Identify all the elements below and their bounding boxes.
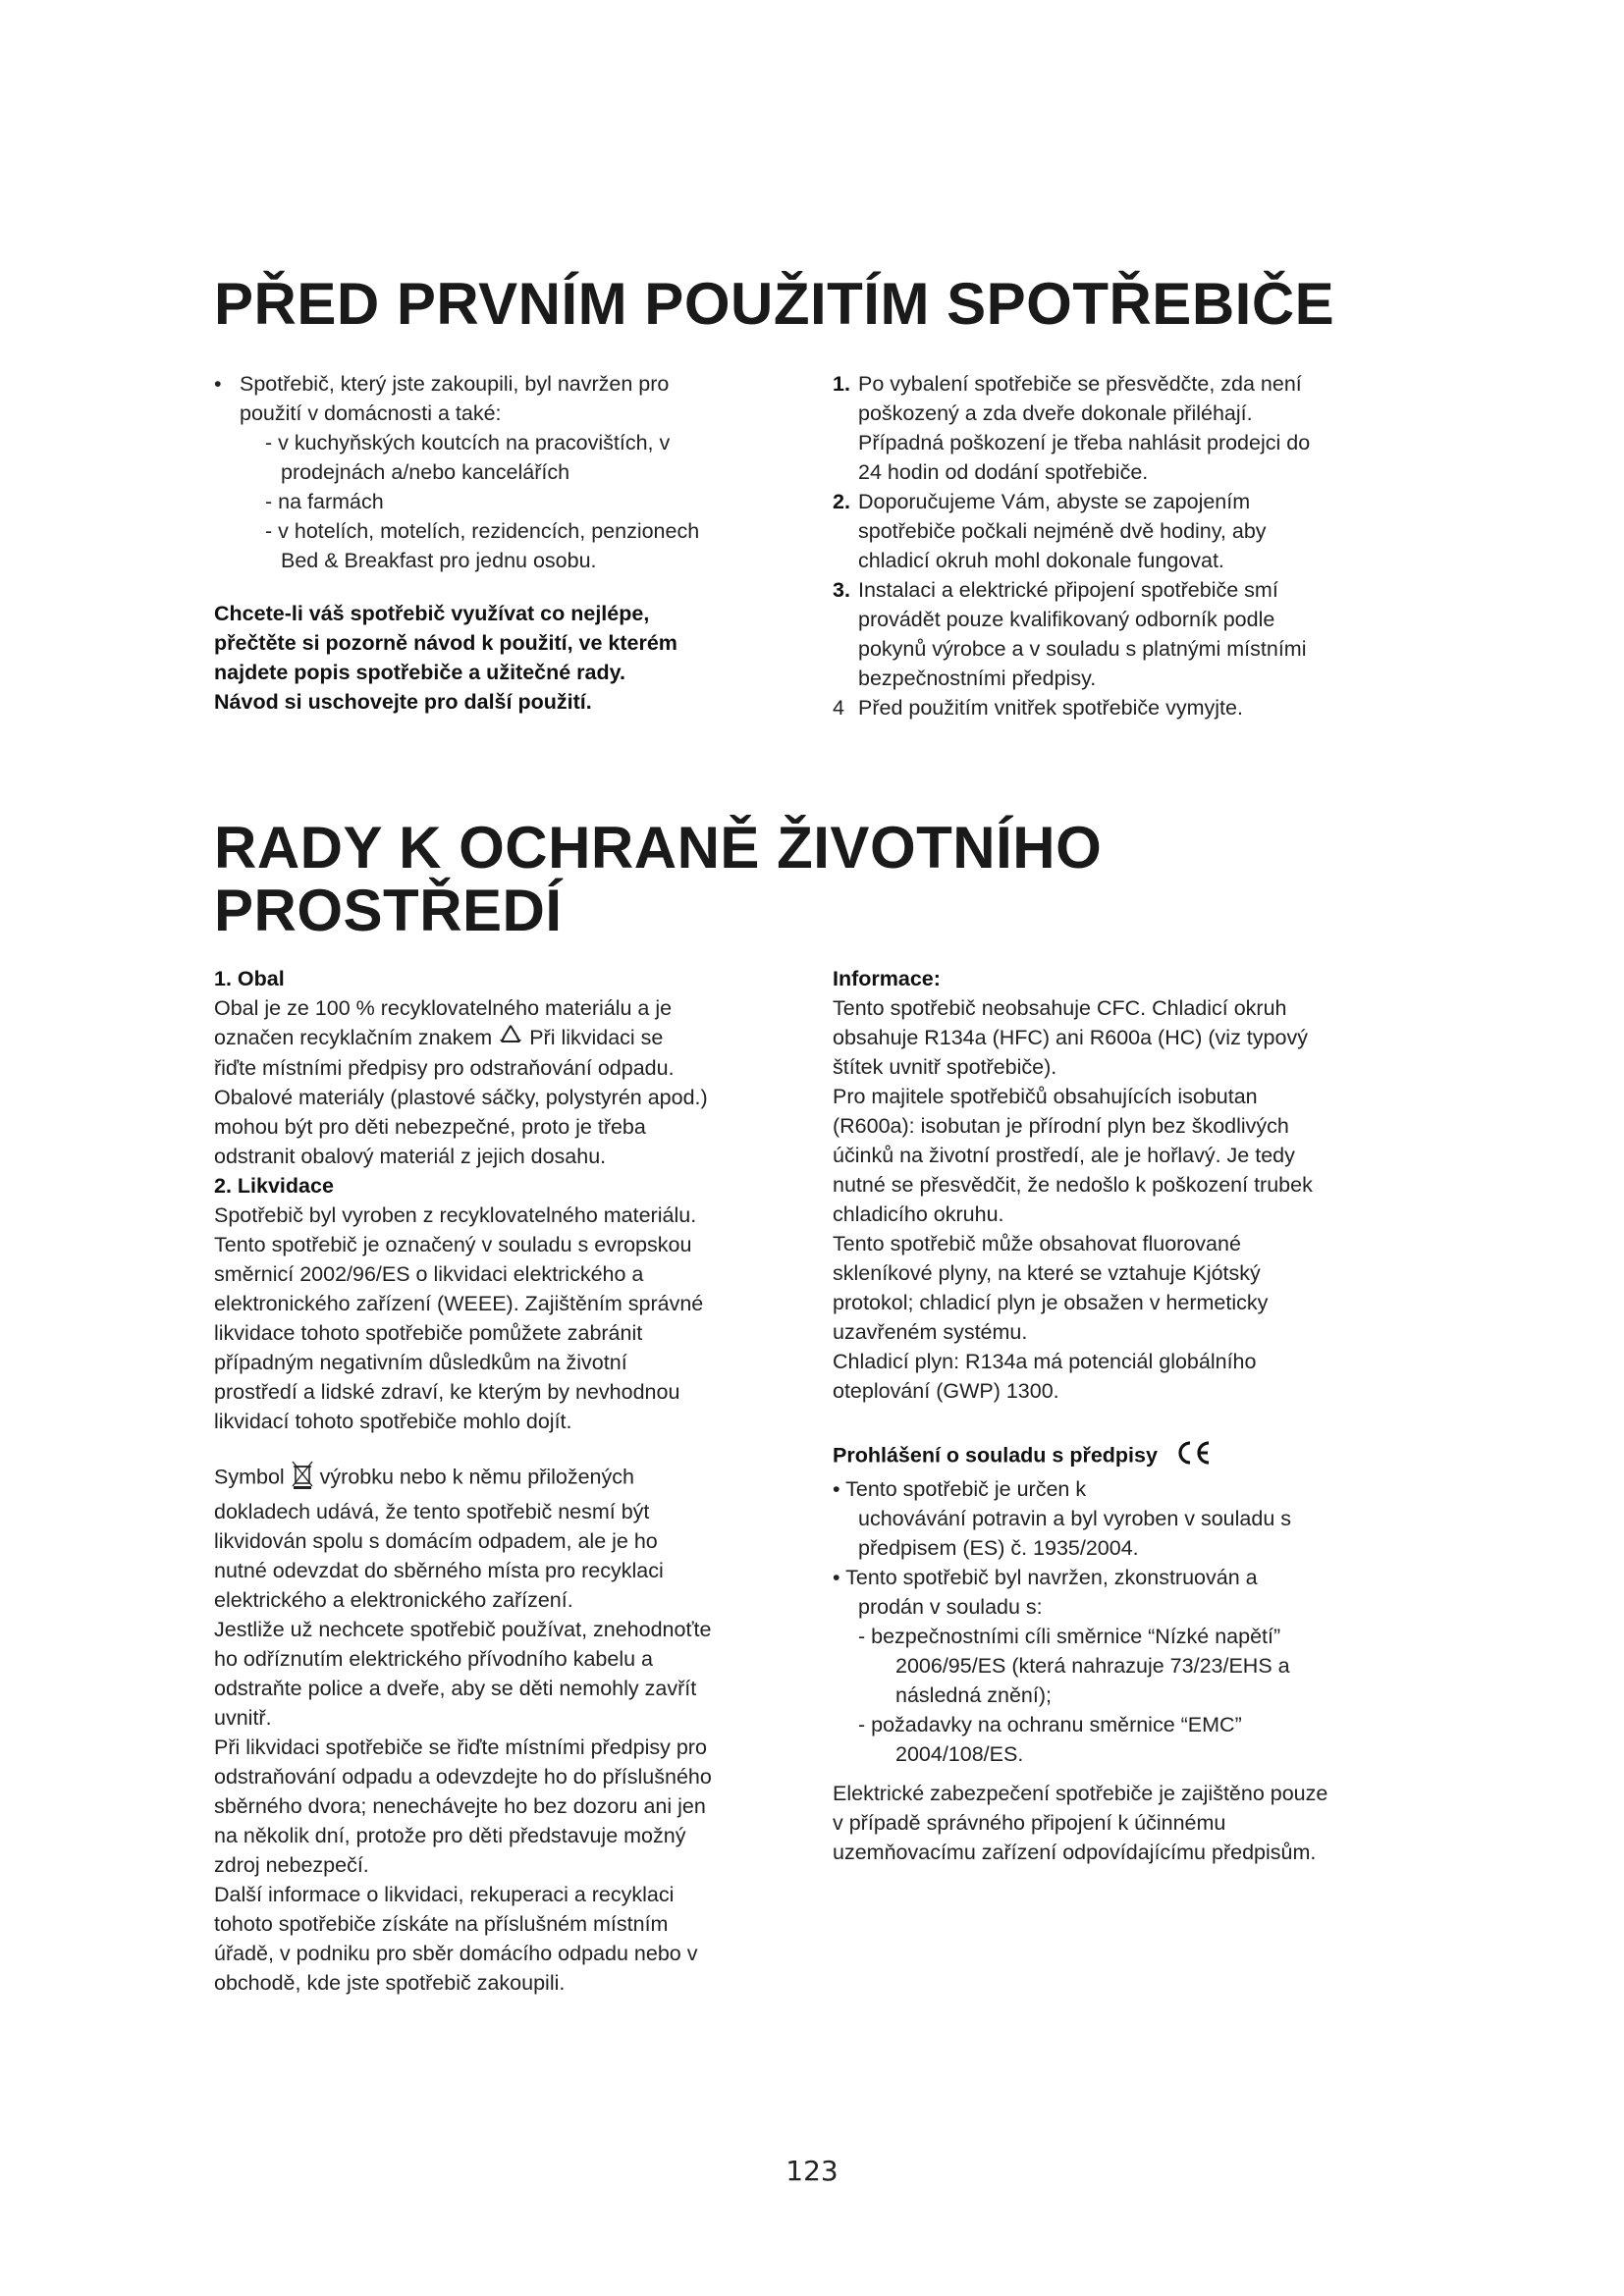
step-number: 2. <box>833 490 850 513</box>
text-line: na několik dní, protože pro děti představuje možný <box>214 1824 686 1848</box>
advice-line: Chcete-li váš spotřebič využívat co nejlépe, <box>214 602 650 625</box>
text-line: štítek uvnitř spotřebiče). <box>833 1055 1057 1079</box>
text-line: • Tento spotřebič je určen k <box>833 1477 1087 1501</box>
step-line: bezpečnostními předpisy. <box>858 667 1097 690</box>
usage-item: - v hotelích, motelích, rezidencích, penzionech <box>265 519 700 543</box>
text-line: Spotřebič byl vyroben z recyklovatelného materiálu. <box>214 1203 697 1228</box>
text-line: odstraňování odpadu a odevzdejte ho do příslušného <box>214 1765 712 1789</box>
text-line: Elektrické zabezpečení spotřebiče je zajištěno pouze <box>833 1782 1328 1805</box>
text-line: likvidací tohoto spotřebiče mohlo dojít. <box>214 1410 572 1434</box>
step-number: 3. <box>833 578 850 602</box>
bullet-mark: • <box>214 372 222 396</box>
text-line: ho odříznutím elektrického přívodního kabelu a <box>214 1647 653 1672</box>
step-number: 1. <box>833 372 850 396</box>
text-line: řiďte místními předpisy pro odstraňování odpadu. <box>214 1056 675 1081</box>
intro-bullet <box>214 369 803 575</box>
text-line: dokladech udává, že tento spotřebič nesmí být <box>214 1500 650 1524</box>
text-line: prostředí a lidské zdraví, ke kterým by nevhodnou <box>214 1380 680 1405</box>
text-line-with-icon <box>214 1023 803 1053</box>
text-line: protokol; chladicí plyn je obsažen v hermeticky <box>833 1291 1269 1314</box>
step-line: pokynů výrobce a v souladu s platnými místními <box>858 637 1307 661</box>
text-line: obsahuje R134a (HFC) ani R600a (HC) (viz typový <box>833 1026 1308 1049</box>
environment-right-column <box>833 964 1422 1867</box>
ce-mark-icon <box>1173 1439 1213 1474</box>
text-line: chladicího okruhu. <box>833 1202 1004 1226</box>
text-line: odstraňte police a dveře, aby se děti nemohly zavřít <box>214 1677 697 1701</box>
step-line: poškozený a zda dveře dokonale přiléhají. <box>858 401 1253 425</box>
text-line: v případě správného připojení k účinnému <box>833 1811 1226 1835</box>
text-line: tohoto spotřebiče získáte na příslušném místním <box>214 1912 669 1937</box>
first-use-intro <box>214 369 803 717</box>
text-line: směrnicí 2002/96/ES o likvidaci elektrického a <box>214 1262 644 1287</box>
text-line: následná znění); <box>895 1683 1052 1707</box>
text-line: likvidován spolu s domácím odpadem, ale je ho <box>214 1529 658 1554</box>
text-line: zdroj nebezpečí. <box>214 1853 369 1878</box>
step-line: Před použitím vnitřek spotřebiče vymyjte. <box>858 696 1243 720</box>
text-line: obchodě, kde jste spotřebič zakoupili. <box>214 1971 566 1996</box>
text-line: Pro majitele spotřebičů obsahujících isobutan <box>833 1085 1258 1108</box>
recycle-icon <box>498 1024 523 1053</box>
intro-line: použití v domácnosti a také: <box>240 401 502 425</box>
text-line: Tento spotřebič může obsahovat fluorované <box>833 1232 1241 1255</box>
text-line: 2006/95/ES (která nahrazuje 73/23/EHS a <box>895 1654 1290 1678</box>
subheading-packaging: 1. Obal <box>214 967 285 990</box>
text-line: oteplování (GWP) 1300. <box>833 1379 1059 1403</box>
text-span: výrobku nebo k němu přiložených <box>319 1466 634 1489</box>
step-line: spotřebiče počkali nejméně dvě hodiny, aby <box>858 519 1267 543</box>
text-line: Tento spotřebič je označený v souladu s evropskou <box>214 1233 692 1257</box>
advice-bold <box>214 599 803 717</box>
text-line: Tento spotřebič neobsahuje CFC. Chladicí okruh <box>833 996 1287 1020</box>
text-line: • Tento spotřebič byl navržen, zkonstruován a <box>833 1566 1258 1589</box>
text-line: případným negativním důsledkům na životní <box>214 1351 627 1375</box>
text-line: Další informace o likvidaci, rekuperaci a recyklaci <box>214 1883 675 1907</box>
advice-line: přečtěte si pozorně návod k použití, ve kterém <box>214 631 677 655</box>
step-line: chladicí okruh mohl dokonale fungovat. <box>858 549 1224 572</box>
text-line: elektronického zařízení (WEEE). Zajištěním správné <box>214 1292 704 1316</box>
page-number: 123 <box>785 2155 839 2187</box>
text-line: úřadě, v podniku pro sběr domácího odpadu nebo v <box>214 1942 698 1966</box>
text-line: 2004/108/ES. <box>895 1742 1024 1766</box>
usage-item: - na farmách <box>265 490 384 513</box>
text-line: elektrického a elektronického zařízení. <box>214 1588 573 1613</box>
text-line-with-icon <box>214 1460 803 1497</box>
step-line: Případná poškození je třeba nahlásit prodejci do <box>858 431 1311 454</box>
text-line: účinků na životní prostředí, ale je hořlavý. Je tedy <box>833 1144 1295 1167</box>
subheading-information: Informace: <box>833 967 941 990</box>
text-line: Jestliže už nechcete spotřebič používat, znehodnoťte <box>214 1618 712 1642</box>
text-span: Symbol <box>214 1466 285 1489</box>
text-line: (R600a): isobutan je přírodní plyn bez škodlivých <box>833 1114 1289 1138</box>
environment-left-column <box>214 964 803 1998</box>
text-line: Chladicí plyn: R134a má potenciál globálního <box>833 1350 1257 1373</box>
usage-item-cont: Bed & Breakfast pro jednu osobu. <box>281 549 597 572</box>
text-line: skleníkové plyny, na které se vztahuje Kjótský <box>833 1261 1261 1285</box>
subheading-disposal: 2. Likvidace <box>214 1174 334 1199</box>
advice-line: Návod si uschovejte pro další použití. <box>214 690 592 714</box>
weee-bin-icon <box>291 1460 314 1497</box>
step-line: provádět pouze kvalifikovaný odborník podle <box>858 608 1275 631</box>
text-line: - požadavky na ochranu směrnice “EMC” <box>858 1713 1242 1736</box>
step-line: Instalaci a elektrické připojení spotřebiče smí <box>858 578 1278 602</box>
text-line: mohou být pro děti nebezpečné, proto je třeba <box>214 1115 646 1140</box>
text-line: předpisem (ES) č. 1935/2004. <box>858 1536 1139 1560</box>
text-line: uzemňovacímu zařízení odpovídajícímu předpisům. <box>833 1841 1317 1864</box>
step-2 <box>833 487 1422 575</box>
subheading-declaration: Prohlášení o souladu s předpisy <box>833 1443 1158 1468</box>
text-line: Obal je ze 100 % recyklovatelného materiálu a je <box>214 996 673 1020</box>
step-line: 24 hodin od dodání spotřebiče. <box>858 460 1149 484</box>
text-line: uvnitř. <box>214 1706 272 1731</box>
title-line: PROSTŘEDÍ <box>214 878 563 943</box>
text-line: uchovávání potravin a byl vyroben v souladu s <box>858 1507 1292 1530</box>
title-line: RADY K OCHRANĚ ŽIVOTNÍHO <box>214 815 1103 881</box>
declaration-heading-row <box>833 1439 1422 1474</box>
text-span: označen recyklačním znakem <box>214 1026 493 1049</box>
step-3 <box>833 575 1422 693</box>
text-span: Při likvidaci se <box>529 1026 664 1049</box>
text-line: nutné odevzdat do sběrného místa pro recyklaci <box>214 1559 664 1583</box>
text-line: - bezpečnostními cíli směrnice “Nízké napětí” <box>858 1625 1281 1648</box>
section-title-first-use: PŘED PRVNÍM POUŽITÍM SPOTŘEBIČE <box>214 271 1335 337</box>
step-line: Doporučujeme Vám, abyste se zapojením <box>858 490 1251 513</box>
usage-item: - v kuchyňských koutcích na pracovištích, v <box>265 431 671 454</box>
usage-item-cont: prodejnách a/nebo kancelářích <box>281 460 570 484</box>
intro-line: Spotřebič, který jste zakoupili, byl navržen pro <box>240 372 670 396</box>
text-line: prodán v souladu s: <box>858 1595 1043 1619</box>
advice-line: najdete popis spotřebiče a užitečné rady. <box>214 661 625 684</box>
text-line: nutné se přesvědčit, že nedošlo k poškození trubek <box>833 1173 1313 1197</box>
text-line: Obalové materiály (plastové sáčky, polystyrén apod.) <box>214 1086 708 1110</box>
first-use-steps <box>833 369 1422 722</box>
text-line: uzavřeném systému. <box>833 1320 1028 1344</box>
step-1 <box>833 369 1422 487</box>
section-title-environment <box>214 817 1196 942</box>
text-line: Při likvidaci spotřebiče se řiďte místními předpisy pro <box>214 1735 707 1760</box>
text-line: sběrného dvora; nenechávejte ho bez dozoru ani jen <box>214 1794 706 1819</box>
text-line: likvidace tohoto spotřebiče pomůžete zabránit <box>214 1321 643 1346</box>
text-line: odstranit obalový materiál z jejich dosahu. <box>214 1145 607 1169</box>
step-line: Po vybalení spotřebiče se přesvědčte, zda není <box>858 372 1302 396</box>
step-4 <box>833 693 1422 722</box>
step-number: 4 <box>833 696 844 720</box>
